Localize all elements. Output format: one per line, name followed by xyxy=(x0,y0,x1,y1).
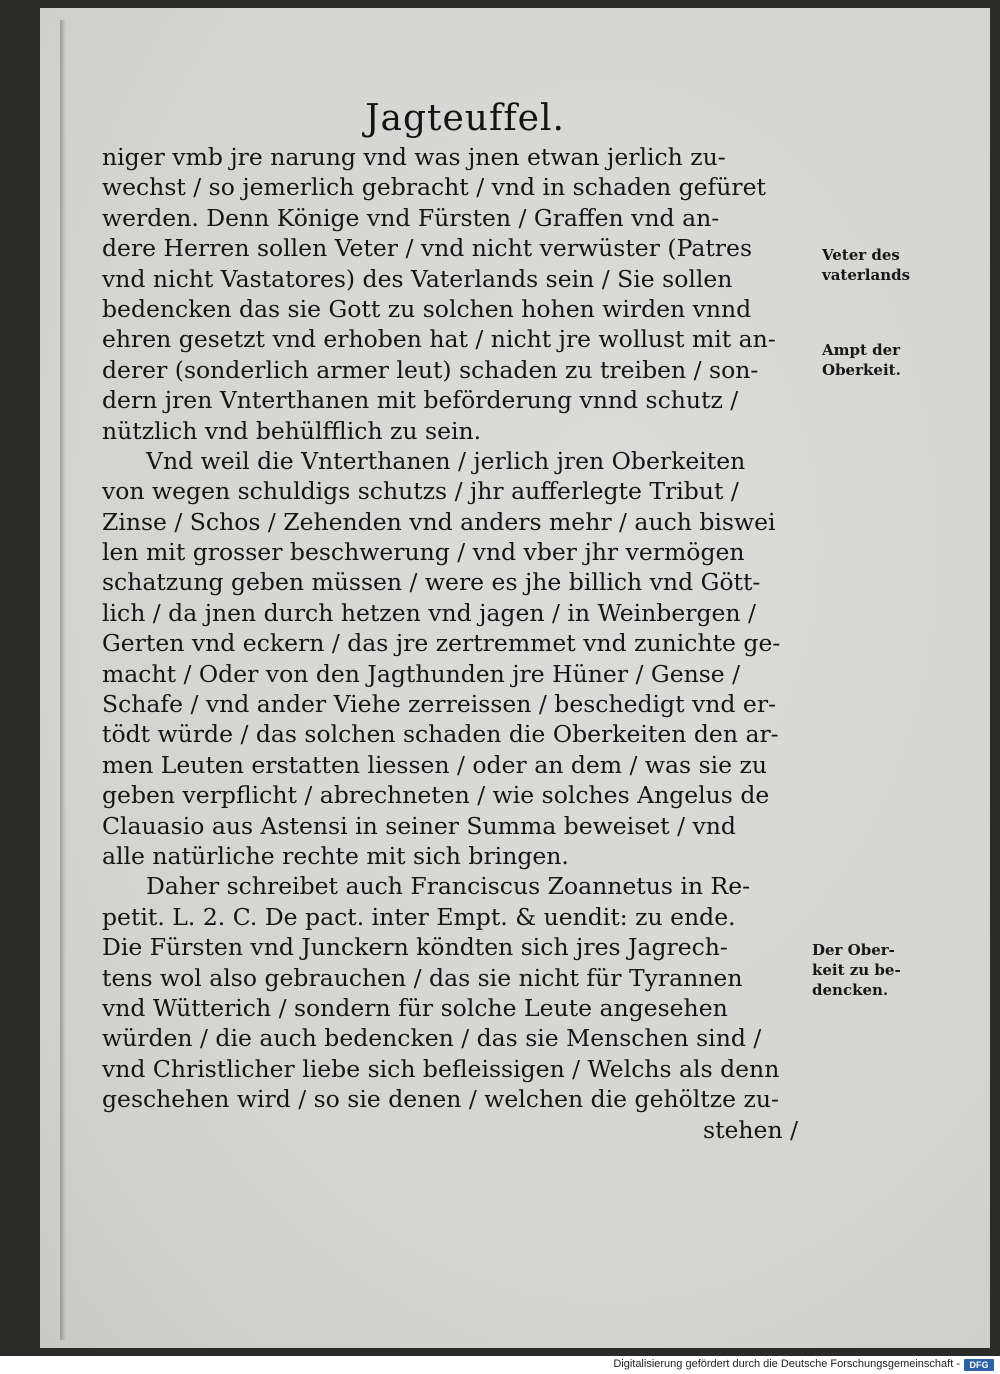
text-line: bedencken das sie Gott zu solchen hohen wirden vnnd xyxy=(102,294,752,323)
text-line: petit. L. 2. C. De pact. inter Empt. & uendit: zu ende. xyxy=(102,902,736,931)
text-line: Gerten vnd eckern / das jre zertremmet vnd zunichte ge- xyxy=(102,629,781,658)
text-line: Zinse / Schos / Zehenden vnd anders mehr / auch biswei xyxy=(102,507,776,536)
text-line: tens wol also gebrauchen / das sie nicht für Tyrannen xyxy=(102,963,743,992)
text-line: von wegen schuldigs schutzs / jhr aufferlegte Tribut / xyxy=(102,477,739,506)
page-gutter-shadow xyxy=(60,20,66,1340)
text-line: Clauasio aus Astensi in seiner Summa beweiset / vnd xyxy=(102,811,736,840)
catchword: stehen / xyxy=(703,1115,798,1144)
text-line: macht / Oder von den Jagthunden jre Hüner / Gense / xyxy=(102,659,741,688)
text-line: niger vmb jre narung vnd was jnen etwan jerlich zu- xyxy=(102,143,726,171)
body-text xyxy=(102,142,822,1145)
text-line: dere Herren sollen Veter / vnd nicht verwüster (Patres xyxy=(102,234,753,263)
footer-bar xyxy=(0,1356,1000,1374)
text-line: Vnd weil die Vnterthanen / jerlich jren Oberkeiten xyxy=(146,446,746,475)
margin-note-line: vaterlands xyxy=(822,266,911,284)
text-line: tödt würde / das solchen schaden die Oberkeiten den ar- xyxy=(102,720,779,749)
margin-note-line: Ampt der xyxy=(822,341,901,359)
text-line: derer (sonderlich armer leut) schaden zu treiben / son- xyxy=(102,355,759,384)
margin-note-line: Oberkeit. xyxy=(822,361,901,379)
text-line: Schafe / vnd ander Viehe zerreissen / beschedigt vnd er- xyxy=(102,690,777,719)
margin-note xyxy=(812,940,932,1000)
margin-note-line: Der Ober- xyxy=(812,941,895,959)
text-line: vnd Wütterich / sondern für solche Leute angesehen xyxy=(102,993,728,1022)
text-line: Die Fürsten vnd Junckern köndten sich jres Jagrech- xyxy=(102,933,728,962)
dfg-logo: DFG xyxy=(964,1359,994,1371)
text-line: dern jren Vnterthanen mit beförderung vnnd schutz / xyxy=(102,386,739,415)
margin-note xyxy=(822,245,942,285)
text-line: geschehen wird / so sie denen / welchen die gehöltze zu- xyxy=(102,1085,779,1114)
margin-note-line: Veter des xyxy=(822,246,900,264)
text-line: schatzung geben müssen / were es jhe billich vnd Gött- xyxy=(102,568,761,597)
text-line: alle natürliche rechte mit sich bringen. xyxy=(102,841,569,870)
text-line: len mit grosser beschwerung / vnd vber jhr vermögen xyxy=(102,538,745,567)
running-head: Jagteuffel. xyxy=(365,98,565,139)
text-line: Daher schreibet auch Franciscus Zoannetus in Re- xyxy=(146,872,751,901)
text-line: men Leuten erstatten liessen / oder an dem / was sie zu xyxy=(102,750,768,779)
text-line: vnd Christlicher liebe sich befleissigen / Welchs als denn xyxy=(102,1054,780,1083)
text-line: vnd nicht Vastatores) des Vaterlands sein / Sie sollen xyxy=(102,264,733,293)
margin-note xyxy=(822,340,942,380)
text-line: wechst / so jemerlich gebracht / vnd in schaden gefüret xyxy=(102,173,766,202)
text-line: geben verpflicht / abrechneten / wie solches Angelus de xyxy=(102,781,770,810)
text-line: werden. Denn Könige vnd Fürsten / Graffen vnd an- xyxy=(102,203,720,232)
text-line: lich / da jnen durch hetzen vnd jagen / in Weinbergen / xyxy=(102,598,756,627)
text-line: nützlich vnd behülfflich zu sein. xyxy=(102,416,482,445)
funding-credit: Digitalisierung gefördert durch die Deutsche Forschungsgemeinschaft - xyxy=(613,1358,960,1370)
text-line: würden / die auch bedencken / das sie Menschen sind / xyxy=(102,1024,762,1053)
text-line: ehren gesetzt vnd erhoben hat / nicht jre wollust mit an- xyxy=(102,325,776,354)
margin-note-line: keit zu be- xyxy=(812,961,901,979)
margin-note-line: dencken. xyxy=(812,981,889,999)
